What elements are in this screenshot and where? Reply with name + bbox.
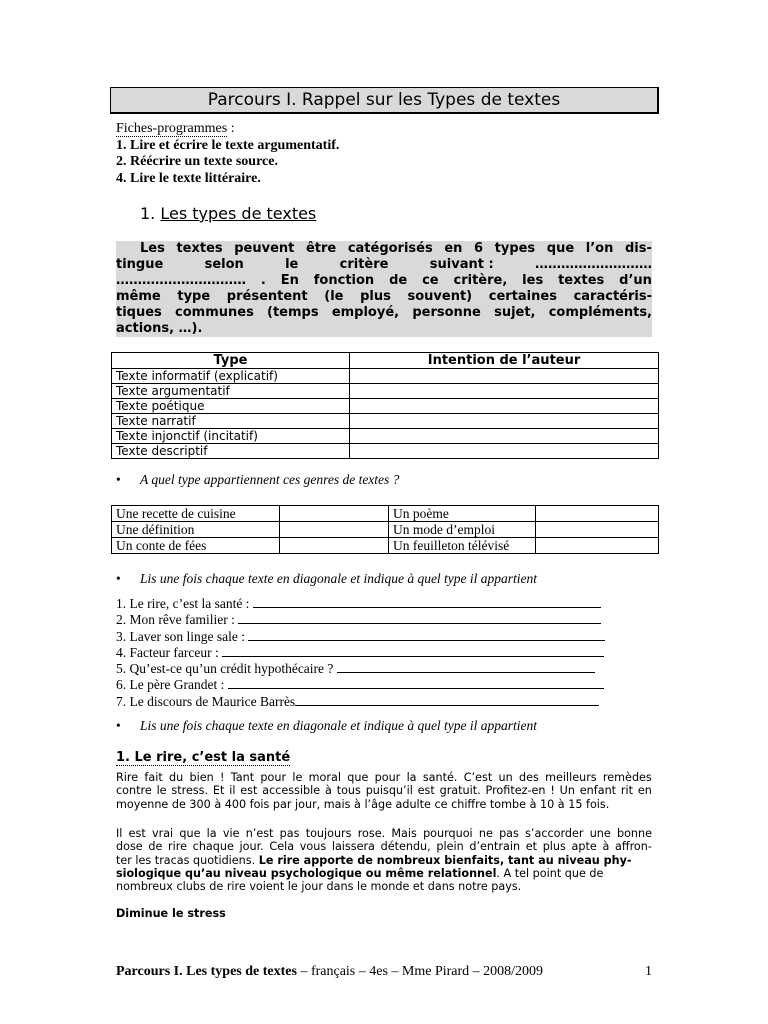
word: plus [542, 840, 566, 854]
word: pas [499, 827, 519, 840]
fiche-item: 2. Réécrire un texte source. [116, 154, 278, 169]
fiches-label: Fiches-programmes [116, 121, 228, 136]
intro-line [116, 241, 652, 257]
word: fait [144, 771, 163, 784]
word: de [148, 840, 163, 854]
intro-word: employé, [331, 305, 400, 320]
genre-cell: Une définition [112, 522, 280, 538]
section-title: Les types de textes [160, 204, 317, 223]
word: stress. [171, 784, 209, 798]
genre-cell: Une recette de cuisine [112, 506, 280, 522]
answer-cell[interactable] [536, 506, 659, 522]
word: apte [571, 840, 597, 854]
intro-word: types [494, 241, 536, 256]
table-row [112, 538, 659, 554]
intro-word: peuvent [234, 241, 295, 256]
word: une [589, 827, 611, 840]
intro-word: Les [140, 241, 165, 256]
word: rire [168, 840, 187, 854]
answer-line[interactable] [295, 693, 599, 706]
table-row [112, 369, 659, 384]
intro-word: ………………………… [116, 273, 246, 288]
paragraph-1 [116, 771, 652, 811]
intro-word: tiques [116, 305, 162, 320]
answer-cell[interactable] [280, 506, 389, 522]
types-table [111, 352, 659, 459]
question-diagonal [116, 571, 537, 587]
word: rit [620, 784, 633, 798]
intro-word: . [260, 273, 266, 288]
word: est [417, 784, 435, 798]
intention-cell[interactable] [350, 384, 659, 399]
word: affron- [615, 840, 652, 854]
intro-line [116, 321, 652, 337]
intro-word: (temps [267, 305, 319, 320]
question-text: Lis une fois chaque texte en diagonale et indique à quel type il appartient [140, 571, 538, 586]
word: Tant [230, 771, 255, 784]
intro-word: en [444, 241, 463, 256]
word: Et [212, 784, 225, 798]
page-number: 1 [645, 964, 652, 979]
word: enfant [579, 784, 617, 798]
intro-word: fonction [313, 273, 375, 288]
text1-title: 1. Le rire, c’est la santé [116, 750, 291, 765]
bullet-icon: • [116, 571, 121, 586]
word: Cela [269, 840, 295, 854]
intro-line [116, 305, 652, 321]
fiche-item: 1. Lire et écrire le texte argumentatif. [116, 137, 340, 153]
paragraph-line [116, 854, 652, 867]
paragraph-line [116, 784, 652, 797]
list-item [116, 595, 605, 611]
word: gratuit. [439, 784, 481, 798]
section-heading [140, 204, 316, 223]
intro-word: certaines [488, 289, 557, 304]
word: détendu, [380, 840, 431, 854]
question-text: A quel type appartiennent ces genres de textes ? [140, 472, 400, 487]
word: la [406, 771, 417, 784]
answer-line[interactable] [238, 611, 601, 624]
types-header-intention: Intention de l’auteur [350, 353, 659, 369]
list-item-label: 7. Le discours de Maurice Barrès [116, 693, 296, 709]
word: Mais [391, 827, 417, 840]
intro-word: catégorisés [347, 241, 433, 256]
table-row [112, 506, 659, 522]
type-cell: Texte argumentatif [112, 384, 350, 399]
word: plein [436, 840, 464, 854]
word: d’entrain [469, 840, 521, 854]
word: il [229, 784, 236, 798]
answer-line[interactable] [228, 676, 604, 689]
word: et [525, 840, 538, 854]
list-item [116, 676, 605, 692]
list-item [116, 693, 605, 709]
answer-line[interactable] [222, 644, 604, 657]
word: pour [374, 771, 401, 784]
paragraph-2 [116, 827, 652, 893]
word: que [179, 827, 201, 840]
list-item-label: 1. Le rire, c’est la santé : [116, 596, 253, 611]
answer-line[interactable] [253, 595, 601, 608]
word: accessible [262, 784, 321, 798]
word: Profitez-en [485, 784, 546, 798]
word: santé. [422, 771, 458, 784]
type-cell: Texte informatif (explicatif) [112, 369, 350, 384]
question-text: Lis une fois chaque texte en diagonale et indique à quel type il appartient [140, 718, 538, 733]
types-header-type: Type [112, 353, 350, 369]
word: pourquoi [423, 827, 473, 840]
word: est [240, 784, 258, 798]
intro-word: même [116, 289, 161, 304]
word: en [637, 784, 652, 798]
intro-word: les [522, 273, 544, 288]
question-diagonal-2 [116, 718, 537, 734]
list-item [116, 660, 605, 676]
list-item-label: 6. Le père Grandet : [116, 677, 228, 693]
type-cell: Texte injonctif (incitatif) [112, 429, 350, 444]
word: vous [299, 840, 327, 854]
table-row [112, 522, 659, 538]
table-row [112, 399, 659, 414]
intro-word: l’on [585, 241, 614, 256]
word: contre [116, 784, 152, 798]
word: laissera [331, 840, 375, 854]
footer-title: Parcours I. Les types de textes [116, 964, 297, 979]
intro-word: tingue [116, 257, 164, 272]
fiches-colon: : [227, 121, 235, 136]
genre-cell: Un poème [389, 506, 536, 522]
paragraph-line: moyenne de 300 à 400 fois par jour, mais à l’âge adulte ce chiffre tombe à 10 à 15 fois. [116, 797, 610, 811]
text-normal: . A tel point que de [496, 866, 604, 880]
intro-line [116, 257, 652, 273]
intro-word: textes [558, 273, 605, 288]
genre-cell: Un feuilleton télévisé [389, 538, 536, 554]
intro-word: plus [360, 289, 391, 304]
intention-cell[interactable] [350, 369, 659, 384]
intro-word: souvent) [407, 289, 473, 304]
intro-word: être [305, 241, 337, 256]
answer-cell[interactable] [536, 522, 659, 538]
word: la [206, 827, 217, 840]
word: que [347, 771, 369, 784]
word: vrai [151, 827, 174, 840]
word: à [325, 784, 332, 798]
paragraph-line [116, 840, 652, 853]
intro-word: de [389, 273, 408, 288]
intro-word: suivant : [429, 257, 494, 272]
list-item [116, 644, 605, 660]
word: est [128, 827, 146, 840]
intro-word: compléments, [548, 305, 652, 320]
intro-word: selon [204, 257, 244, 272]
fiche-item: 4. Lire le texte littéraire. [116, 170, 261, 186]
type-cell: Texte descriptif [112, 444, 350, 459]
word: n’est [245, 827, 274, 840]
text-normal: ter les tracas quotidiens. [116, 853, 259, 867]
word: chaque [192, 840, 234, 854]
list-item [116, 628, 605, 644]
word: ! [550, 784, 555, 798]
intro-word: (le [324, 289, 344, 304]
list-item-label: 2. Mon rêve familier : [116, 612, 239, 628]
word: moral [308, 771, 341, 784]
genre-cell: Un mode d’emploi [389, 522, 536, 538]
word: pas [279, 827, 300, 840]
type-cell: Texte narratif [112, 414, 350, 429]
intro-line [116, 289, 652, 305]
word: puisqu’il [365, 784, 413, 798]
paragraph-line: nombreux clubs de rire voient le jour dans le monde et dans notre pays. [116, 880, 522, 894]
type-cell: Texte poétique [112, 399, 350, 414]
word: s’accorder [525, 827, 584, 840]
answer-line[interactable] [248, 628, 605, 641]
word: un [498, 771, 513, 784]
word: dose [116, 840, 143, 854]
bullet-icon: • [116, 472, 121, 487]
word: remèdes [602, 771, 652, 784]
answer-cell[interactable] [536, 538, 659, 554]
word: bien [189, 771, 214, 784]
intro-word: personne [412, 305, 481, 320]
word: pour [260, 771, 287, 784]
intro-word: que [546, 241, 575, 256]
intro-word: d’un [619, 273, 652, 288]
fiches-programmes [116, 121, 339, 187]
intro-word: 6 [473, 241, 484, 256]
intro-word: communes [175, 305, 254, 320]
text-bold: Le rire apporte de nombreux bienfaits, tant au niveau phy- [258, 853, 632, 867]
word: Un [559, 784, 575, 798]
word: meilleurs [545, 771, 597, 784]
word: ne [478, 827, 493, 840]
list-item [116, 611, 605, 627]
word: jour. [239, 840, 264, 854]
intro-word: type [177, 289, 211, 304]
text-list [116, 595, 605, 709]
word: le [156, 784, 167, 798]
intro-word: dis- [624, 241, 652, 256]
answer-line[interactable] [337, 660, 595, 673]
intro-word: En [280, 273, 299, 288]
word: Il [116, 827, 123, 840]
intro-word: le [285, 257, 299, 272]
intention-cell[interactable] [350, 414, 659, 429]
intro-word: ce [422, 273, 439, 288]
word: ! [220, 771, 225, 784]
intro-word: présentent [226, 289, 308, 304]
text-bold: siologique qu’au niveau psychologique ou même relationnel [116, 866, 497, 880]
paragraph-line [116, 771, 652, 784]
list-item-label: 4. Facteur farceur : [116, 644, 223, 660]
word: du [169, 771, 184, 784]
section-number: 1. [140, 204, 161, 223]
word: rose. [357, 827, 386, 840]
table-row [112, 444, 659, 459]
intro-word: ……………………… [534, 257, 652, 272]
word: vie [222, 827, 240, 840]
answer-cell[interactable] [280, 538, 389, 554]
genres-table [111, 505, 659, 554]
footer-details: – français – 4es – Mme Pirard – 2008/2009 [296, 964, 544, 979]
table-row [112, 414, 659, 429]
word: le [292, 771, 303, 784]
list-item-label: 5. Qu’est-ce qu’un crédit hypothécaire ? [116, 661, 337, 677]
page-title: Parcours I. Rappel sur les Types de textes [110, 87, 659, 114]
word: tous [336, 784, 361, 798]
word: à [602, 840, 610, 854]
word: bonne [616, 827, 652, 840]
question-genres [116, 472, 399, 488]
intro-word: critère [339, 257, 389, 272]
intro-word: critère, [453, 273, 508, 288]
table-row [112, 384, 659, 399]
intention-cell[interactable] [350, 399, 659, 414]
paragraph-line [116, 867, 652, 880]
list-item-label: 3. Laver son linge sale : [116, 628, 249, 644]
answer-cell[interactable] [280, 522, 389, 538]
word: Rire [116, 771, 139, 784]
bullet-icon: • [116, 718, 121, 733]
intro-word: sujet, [494, 305, 536, 320]
intro-word: caractéris- [573, 289, 652, 304]
paragraph-line [116, 827, 652, 840]
subheading: Diminue le stress [116, 907, 226, 920]
intro-line [116, 273, 652, 289]
intro-word: textes [176, 241, 223, 256]
table-row [112, 429, 659, 444]
genre-cell: Un conte de fées [112, 538, 280, 554]
word: des [518, 771, 539, 784]
intro-word: actions, …). [116, 321, 203, 336]
word: C’est [463, 771, 493, 784]
page-footer [116, 964, 652, 980]
intro-paragraph [116, 241, 652, 337]
intention-cell[interactable] [350, 444, 659, 459]
word: toujours [305, 827, 352, 840]
intention-cell[interactable] [350, 429, 659, 444]
